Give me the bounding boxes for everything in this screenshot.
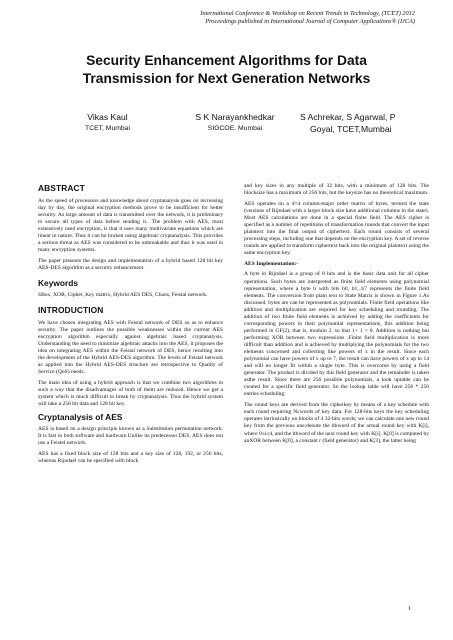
abstract-heading: ABSTRACT (38, 183, 85, 193)
introduction-paragraph-1: We have chosen integrating AES with Feistal network of DES so as to enhance security. The paper outlines the possible weaknesses within the current AES encryption algorithm especially against algebraic based cryptanalysis. Understanding the need to minimize algebraic attacks into the AES, it proposes the idea on integrating AES within the Feistal network of DES, hence resulting into the development of the Hybrid AES-DES algorithm. The levels of Feistal network as applied into the Hybrid AES-DES structure are retrospective to Quality of Service (QoS) needs. (38, 319, 223, 375)
author-3 (300, 111, 430, 135)
author-2-affiliation: SIGCOE. Mumbai (207, 125, 263, 132)
author-3-name: S Achrekar, S Agarwal, P (300, 112, 396, 122)
aes-implementation-heading: AES Implementation:- (244, 261, 299, 268)
conference-header-line-1: International Conference & Workshop on Recent Trends in Technology, (TCET) 2012 (200, 10, 415, 17)
page-number: 1 (408, 606, 411, 612)
keywords-heading: Keywords (38, 278, 79, 289)
conference-header-line-2: Proceedings published in International Journal of Computer Applications® (IJCA) (205, 18, 415, 26)
paper-title-line-1: Security Enhancement Algorithms for Data (86, 53, 367, 68)
left-column (38, 183, 223, 469)
paper-title (30, 52, 423, 88)
author-2 (180, 111, 290, 134)
abstract-paragraph-2: The paper presents the design and implementation of a hybrid based 128 bit key AES-DES algorithm as a security enhancement. (38, 258, 223, 272)
author-1-affiliation: TCET, Mumbai (85, 125, 130, 132)
right-paragraph-3: A byte in Rijndael is a group of 8 bits and is the basic data unit for all cipher operations. Such bytes are interpreted as finite field elements using polynomial representation, where a byte b with bits b0, b1,..b7 represents the finite field elements. The conversion from plain text to State Matrix is shown in Figure 1.As discussed, bytes are can be represented as polynomials. Finite field operations like addition and multiplication are required for key scheduling and rounding. The addition of two finite field elements is achieved by adding the coefficients for corresponding powers in their polynomial representations, this addition being performed in GF(2), that is, modulo 2, so that 1+ 1 = 0. Addition is nothing but performing XOR between two expressions .Finite field multiplication is more difficult than addition and is achieved by multiplying the polynomials for the two elements concerned and collecting like powers of x in the result. Since each polynomial can have powers of x up to 7, the result can have powers of x up to 14 and will no longer fit within a single byte. This is overcome by using a field generator. The product is divided by this field generator and the remainder is taken asthe result. Since there are 256 possible polynomials, a look uptable can be created for a specific field generator. So the lookup table will have 256 * 256 entries scheduling: (244, 271, 429, 398)
keywords-text: SBox, XOR, Cipher, Key matrix, Hybrid AES DES, Chaos, Feistal network. (38, 292, 208, 299)
cryptanalysis-heading: Cryptanalysis of AES (38, 412, 123, 423)
conference-header (55, 10, 415, 26)
abstract-paragraph-1: As the speed of processors and knowledge about cryptanalysis goes on increasing day by day, the original encryption methods prove to be insufficient for better security. As large amount of data is transmitted over the network, it is preliminary to secure all types of data before sending it.. The problem with AES, most extensively used encryption, is that it uses many multivariate equations which are linear in nature. Thus it can be broken using algebraic cryptanalysis. This provides a serious threat as AES was considered to be unbreakable and thus it was used in many encryption systems. (38, 198, 223, 254)
cryptanalysis-paragraph-2: AES has a fixed block size of 128 bits and a key size of 128, 192, or 256 bits, whereas Rijndael can be specified with block (38, 451, 223, 465)
cryptanalysis-paragraph-1: AES is based on a design principle known as a Substitution permutation network. It is fast in both software and hardware.Unlike its predecessor DES, AES does not use a Feistel network. (38, 426, 223, 447)
right-paragraph-1: and key sizes in any multiple of 32 bits, with a minimum of 128 bits. The blocksize has a maximum of 256 bits, but the keysize has no theoretical maximum. (244, 183, 429, 197)
right-paragraph-2: AES operates on a 4×4 column-major order matrix of bytes, termed the state (versions of Rijndael with a larger block size have additional columns in the state). Most AES calculations are done in a special finite field. The AES cipher is specified as a number of repetitions of transformation rounds that convert the input plaintext into the final output of ciphertext. Each round consists of several processing steps, including one that depends on the encryption key. A set of reverse rounds are applied to transform ciphertext back into the original plaintext using the same encryption key. (244, 201, 429, 257)
right-paragraph-4: The round keys are derived from the cipherkey by means of a key schedule with each round requiring Ncwords of key data. For 128-bits keys the key scheduling operates intrinsically on blocks of 4 32-bits words; we can calculate one new round key from the previous one;denote the ithword of the actual round key with K[i], where 0≤i≤4, and the ithword of the next round key with K[i]. K[0] is computed by anXOR between K[0], a constant r (field generator) and K[3], the latter being (244, 402, 429, 444)
introduction-heading: INTRODUCTION (38, 304, 104, 315)
introduction-paragraph-2: The main idea of using a hybrid approach is that we combine two algorithms in such a way that the disadvantages of both of them are reduced. Hence we get a system which is much difficult to break by cryptanalysis. Thus the hybrid system will take a 256 bit data and 128 bit key. (38, 379, 223, 408)
author-1 (40, 111, 175, 134)
right-column (244, 183, 429, 449)
author-1-name: Vikas Kaul (87, 112, 128, 122)
author-3-affiliation: Goyal, TCET,Mumbai (310, 124, 392, 134)
paper-title-line-2: Transmission for Next Generation Networks (82, 71, 371, 86)
author-2-name: S K Narayankhedkar (195, 112, 275, 122)
